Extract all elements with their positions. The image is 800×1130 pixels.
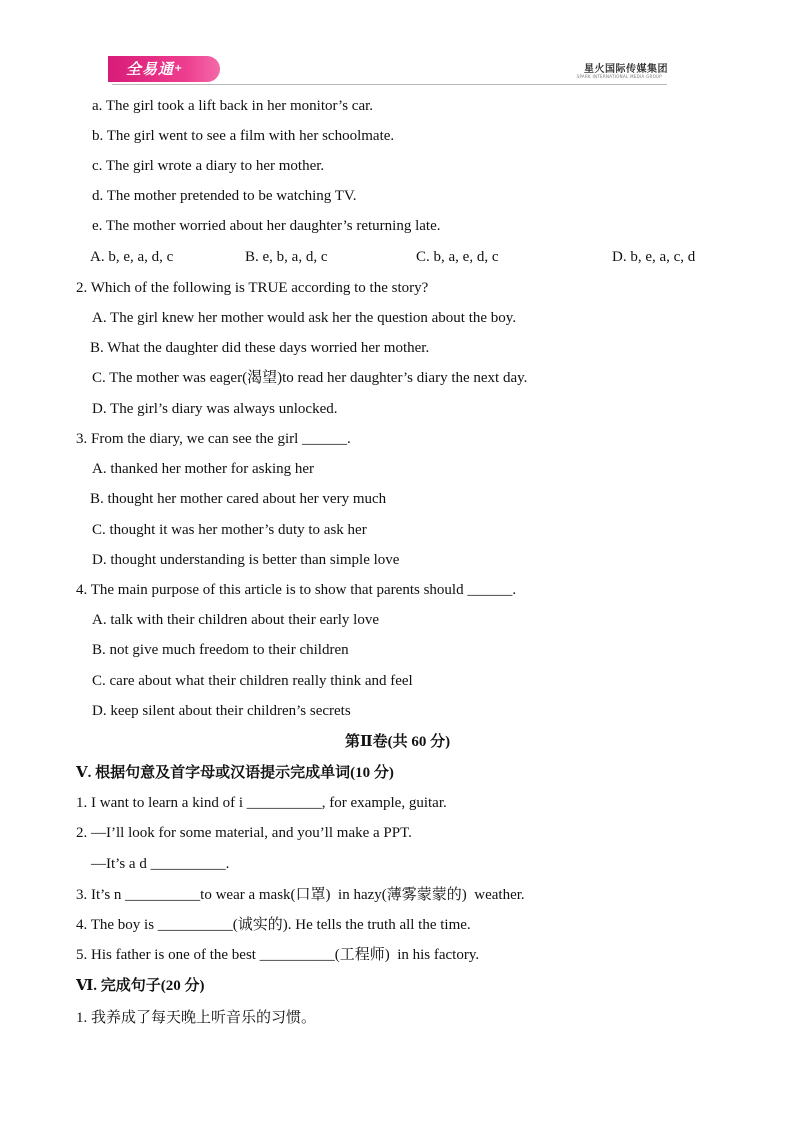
- s5-item-5: 5. His father is one of the best __________(工程师) in his factory.: [76, 947, 480, 963]
- q2-option-a: A. The girl knew her mother would ask her the question about the boy.: [92, 310, 517, 326]
- s5-item-3: 3. It’s n __________to wear a mask(口罩) in hazy(薄雾蒙蒙的) weather.: [76, 887, 525, 903]
- s5-item-2-answer: —It’s a d __________.: [76, 856, 230, 872]
- q1-option-a: A. b, e, a, d, c: [90, 249, 174, 265]
- q3-option-b: B. thought her mother cared about her very much: [90, 491, 387, 507]
- q2-option-c: C. The mother was eager(渴望)to read her daughter’s diary the next day.: [92, 370, 528, 386]
- publisher-name: 星火国际传媒集团: [584, 64, 668, 75]
- part-two-title: 第Ⅱ卷(共 60 分): [345, 734, 451, 750]
- q4-option-a: A. talk with their children about their early love: [92, 612, 379, 628]
- statement-d: d. The mother pretended to be watching TV.: [92, 188, 357, 204]
- header-rule: [112, 84, 667, 85]
- q3-option-d: D. thought understanding is better than simple love: [92, 552, 400, 568]
- statement-c: c. The girl wrote a diary to her mother.: [92, 158, 325, 174]
- statement-a: a. The girl took a lift back in her monitor’s car.: [92, 98, 374, 114]
- s5-item-4: 4. The boy is __________(诚实的). He tells the truth all the time.: [76, 917, 471, 933]
- q2-option-b: B. What the daughter did these days worried her mother.: [90, 340, 430, 356]
- s5-item-2: 2. —I’ll look for some material, and you’ll make a PPT.: [76, 825, 412, 841]
- q1-option-d: D. b, e, a, c, d: [612, 249, 696, 265]
- q3-stem: 3. From the diary, we can see the girl ______.: [76, 431, 351, 447]
- publisher-subtitle: SPARK INTERNATIONAL MEDIA GROUP: [576, 74, 662, 79]
- q4-option-c: C. care about what their children really think and feel: [92, 673, 413, 689]
- s5-item-1: 1. I want to learn a kind of i __________, for example, guitar.: [76, 795, 447, 811]
- q1-option-c: C. b, a, e, d, c: [416, 249, 499, 265]
- s6-item-1: 1. 我养成了每天晚上听音乐的习惯。: [76, 1010, 317, 1026]
- q1-option-b: B. e, b, a, d, c: [245, 249, 328, 265]
- statement-e: e. The mother worried about her daughter’s returning late.: [92, 218, 441, 234]
- statement-b: b. The girl went to see a film with her schoolmate.: [92, 128, 395, 144]
- section-5-title: Ⅴ. 根据句意及首字母或汉语提示完成单词(10 分): [76, 765, 394, 781]
- q2-stem: 2. Which of the following is TRUE according to the story?: [76, 280, 429, 296]
- q2-option-d: D. The girl’s diary was always unlocked.: [92, 401, 338, 417]
- q4-stem: 4. The main purpose of this article is to show that parents should ______.: [76, 582, 517, 598]
- page-header: [108, 56, 668, 86]
- q3-option-a: A. thanked her mother for asking her: [92, 461, 315, 477]
- brand-logo: 全易通+: [108, 56, 220, 82]
- q4-option-b: B. not give much freedom to their children: [92, 642, 349, 658]
- section-6-title: Ⅵ. 完成句子(20 分): [76, 978, 205, 994]
- q4-option-d: D. keep silent about their children’s secrets: [92, 703, 351, 719]
- q3-option-c: C. thought it was her mother’s duty to ask her: [92, 522, 367, 538]
